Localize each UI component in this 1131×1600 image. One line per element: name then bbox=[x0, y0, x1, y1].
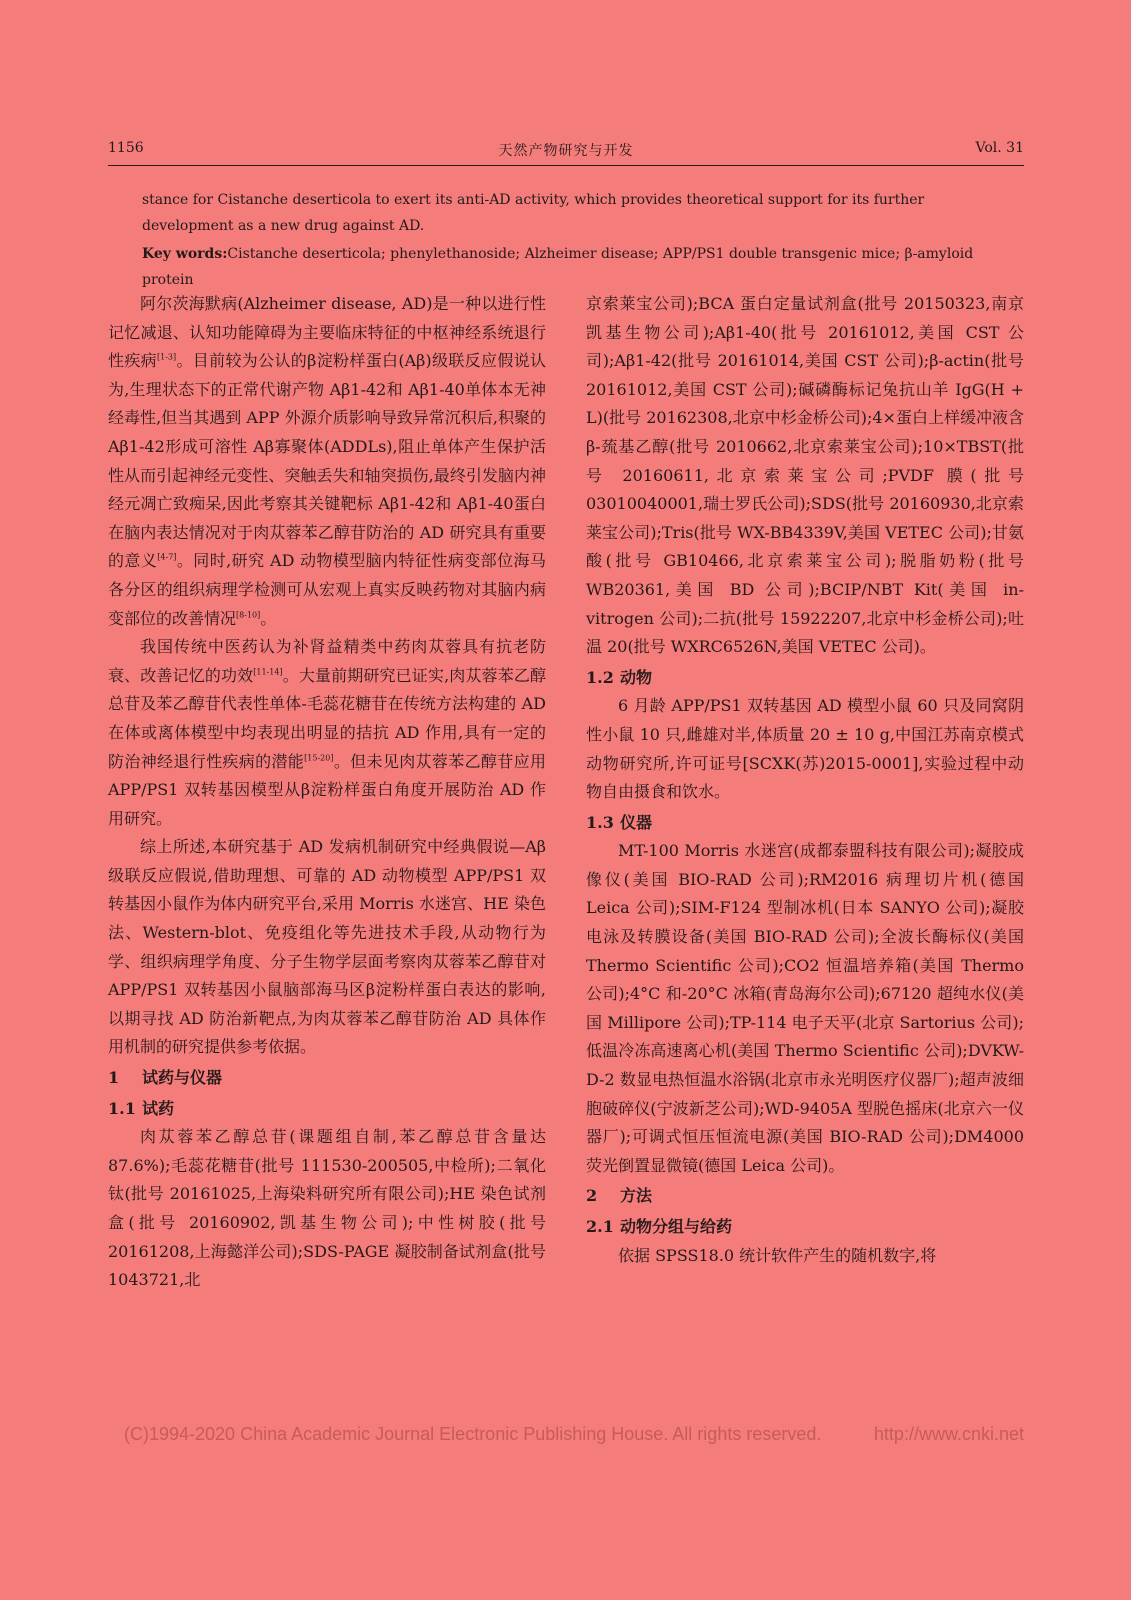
keywords-label: Key words: bbox=[142, 246, 228, 262]
watermark-copyright: (C)1994-2020 China Academic Journal Electronic Publishing House. All rights reserved. bbox=[124, 1424, 822, 1444]
intro-paragraph-1: 阿尔茨海默病(Alzheimer disease, AD)是一种以进行性记忆减退、认知功能障碍为主要临床特征的中枢神经系统退行性疾病[1-3]。目前较为公认的β淀粉样蛋白(Aβ)级联反应假说认为,生理状态下的正常代谢产物 Aβ1-42和 Aβ1-40单体本无神经毒性,但当其遇到 APP 外源介质影响导致异常沉积后,积聚的 Aβ1-42形成可溶性 Aβ寡聚体(ADDLs),阻止单体产生保护活性从而引起神经元变性、突触丢失和轴突损伤,最终引发脑内神经元凋亡致痴呆,因此考察其关键靶标 Aβ1-42和 Aβ1-40蛋白在脑内表达情况对于肉苁蓉苯乙醇苷防治的 AD 研究具有重要的意义[4-7]。同时,研究 AD 动物模型脑内特征性病变部位海马各分区的组织病理学检测可从宏观上真实反映药物对其脑内病变部位的改善情况[8-10]。 bbox=[108, 294, 546, 628]
citation[interactable]: [1-3] bbox=[157, 352, 177, 362]
page-number: 1156 bbox=[108, 140, 144, 156]
instruments-paragraph: MT-100 Morris 水迷宫(成都泰盟科技有限公司);凝胶成像仪(美国 BIO-RAD 公司);RM2016 病理切片机(德国 Leica 公司);SIM-F124 型制冰机(日本 SANYO 公司);凝胶电泳及转膜设备(美国 BIO-RAD 公司);全波长酶标仪(美国 Thermo Scientific 公司);CO2 恒温培养箱(美国 Thermo 公司);4°C 和-20°C 冰箱(青岛海尔公司);67120 超纯水仪(美国 Millipore 公司);TP-114 电子天平(北京 Sartorius 公司);低温冷冻高速离心机(美国 Thermo Scientific 公司);DVKW-D-2 数显电热恒温水浴锅(北京市永光明医疗仪器厂);超声波细胞破碎仪(宁波新芝公司);WD-9405A 型脱色摇床(北京六一仪器厂);可调式恒压恒流电源(美国 BIO-RAD 公司);DM4000 荧光倒置显微镜(德国 Leica 公司)。 bbox=[586, 841, 1024, 1175]
animals-paragraph: 6 月龄 APP/PS1 双转基因 AD 模型小鼠 60 只及同窝阴性小鼠 10 只,雌雄对半,体质量 20 ± 10 g,中国江苏南京模式动物研究所,许可证号[SCXK(苏)2015-0001],实验过程中动物自由摄食和饮水。 bbox=[586, 696, 1024, 802]
section-heading-1-2: 1.2 动物 bbox=[586, 667, 653, 687]
journal-title: 天然产物研究与开发 bbox=[498, 143, 634, 159]
citation[interactable]: [11-14] bbox=[253, 667, 283, 677]
abstract-block bbox=[142, 187, 992, 293]
header-rule bbox=[108, 165, 1024, 166]
section-heading-1-3: 1.3 仪器 bbox=[586, 812, 653, 832]
volume-label: Vol. 31 bbox=[975, 140, 1024, 156]
running-header bbox=[108, 134, 1024, 164]
copyright-watermark bbox=[124, 1424, 1024, 1445]
intro-paragraph-2: 我国传统中医药认为补肾益精类中药肉苁蓉具有抗老防衰、改善记忆的功效[11-14]。大量前期研究已证实,肉苁蓉苯乙醇总苷及苯乙醇苷代表性单体-毛蕊花糖苷在传统方法构建的 AD 在体或离体模型中均表现出明显的拮抗 AD 作用,具有一定的防治神经退行性疾病的潜能[15-20]。但未见肉苁蓉苯乙醇苷应用 APP/PS1 双转基因模型从β淀粉样蛋白角度开展防治 AD 作用研究。 bbox=[108, 637, 546, 828]
methods-paragraph: 依据 SPSS18.0 统计软件产生的随机数字,将 bbox=[618, 1245, 937, 1265]
right-column bbox=[586, 290, 1024, 1270]
watermark-url[interactable]: http://www.cnki.net bbox=[873, 1424, 1024, 1444]
citation[interactable]: [8-10] bbox=[236, 610, 261, 620]
reagents-paragraph-cont: 京索莱宝公司);BCA 蛋白定量试剂盒(批号 20150323,南京凯基生物公司);Aβ1-40(批号 20161012,美国 CST 公司);Aβ1-42(批号 20161014,美国 CST 公司);β-actin(批号 20161012,美国 CST 公司);碱磷酶标记兔抗山羊 IgG(H + L)(批号 20162308,北京中杉金桥公司);4×蛋白上样缓冲液含β-巯基乙醇(批号 2010662,北京索莱宝公司);10×TBST(批号 20160611,北京索莱宝公司;PVDF 膜(批号 03010040001,瑞士罗氏公司);SDS(批号 20160930,北京索莱宝公司);Tris(批号 WX-BB4339V,美国 VETEC 公司);甘氨酸(批号 GB10466,北京索莱宝公司);脱脂奶粉(批号 WB20361,美国 BD 公司);BCIP/NBT Kit(美国 in-vitrogen 公司);二抗(批号 15922207,北京中杉金桥公司);吐温 20(批号 WXRC6526N,美国 VETEC 公司)。 bbox=[586, 294, 1024, 657]
intro-paragraph-3: 综上所述,本研究基于 AD 发病机制研究中经典假说—Aβ级联反应假说,借助理想、可靠的 AD 动物模型 APP/PS1 双转基因小鼠作为体内研究平台,采用 Morris 水迷宫、HE 染色法、Western-blot、免疫组化等先进技术手段,从动物行为学、组织病理学角度、分子生物学层面考察肉苁蓉苯乙醇苷对 APP/PS1 双转基因小鼠脑部海马区β淀粉样蛋白表达的影响,以期寻找 AD 防治新靶点,为肉苁蓉苯乙醇苷防治 AD 具体作用机制的研究提供参考依据。 bbox=[108, 837, 546, 1057]
section-heading-2-1: 2.1 动物分组与给药 bbox=[586, 1217, 733, 1236]
left-column bbox=[108, 290, 546, 1295]
section-heading-1-1: 1.1 试药 bbox=[108, 1098, 175, 1118]
citation[interactable]: [4-7] bbox=[157, 553, 177, 563]
abstract-text: stance for Cistanche deserticola to exert its anti-AD activity, which provides theoretical support for its further development as a new drug against AD. bbox=[142, 192, 925, 234]
section-heading-2: 2 方法 bbox=[586, 1186, 653, 1206]
reagents-paragraph: 肉苁蓉苯乙醇总苷(课题组自制,苯乙醇总苷含量达 87.6%);毛蕊花糖苷(批号 111530-200505,中检所);二氧化钛(批号 20161025,上海染料研究所有限公司);HE 染色试剂盒(批号 20160902,凯基生物公司);中性树胶(批号 20161208,上海懿洋公司);SDS-PAGE 凝胶制备试剂盒(批号 1043721,北 bbox=[108, 1127, 546, 1290]
keywords-line bbox=[142, 241, 992, 293]
citation[interactable]: [15-20] bbox=[304, 753, 334, 763]
keywords-text: Cistanche deserticola; phenylethanoside; Alzheimer disease; APP/PS1 double transgenic mice; β-amyloid protein bbox=[142, 246, 974, 288]
section-heading-1: 1 试药与仪器 bbox=[108, 1068, 223, 1088]
